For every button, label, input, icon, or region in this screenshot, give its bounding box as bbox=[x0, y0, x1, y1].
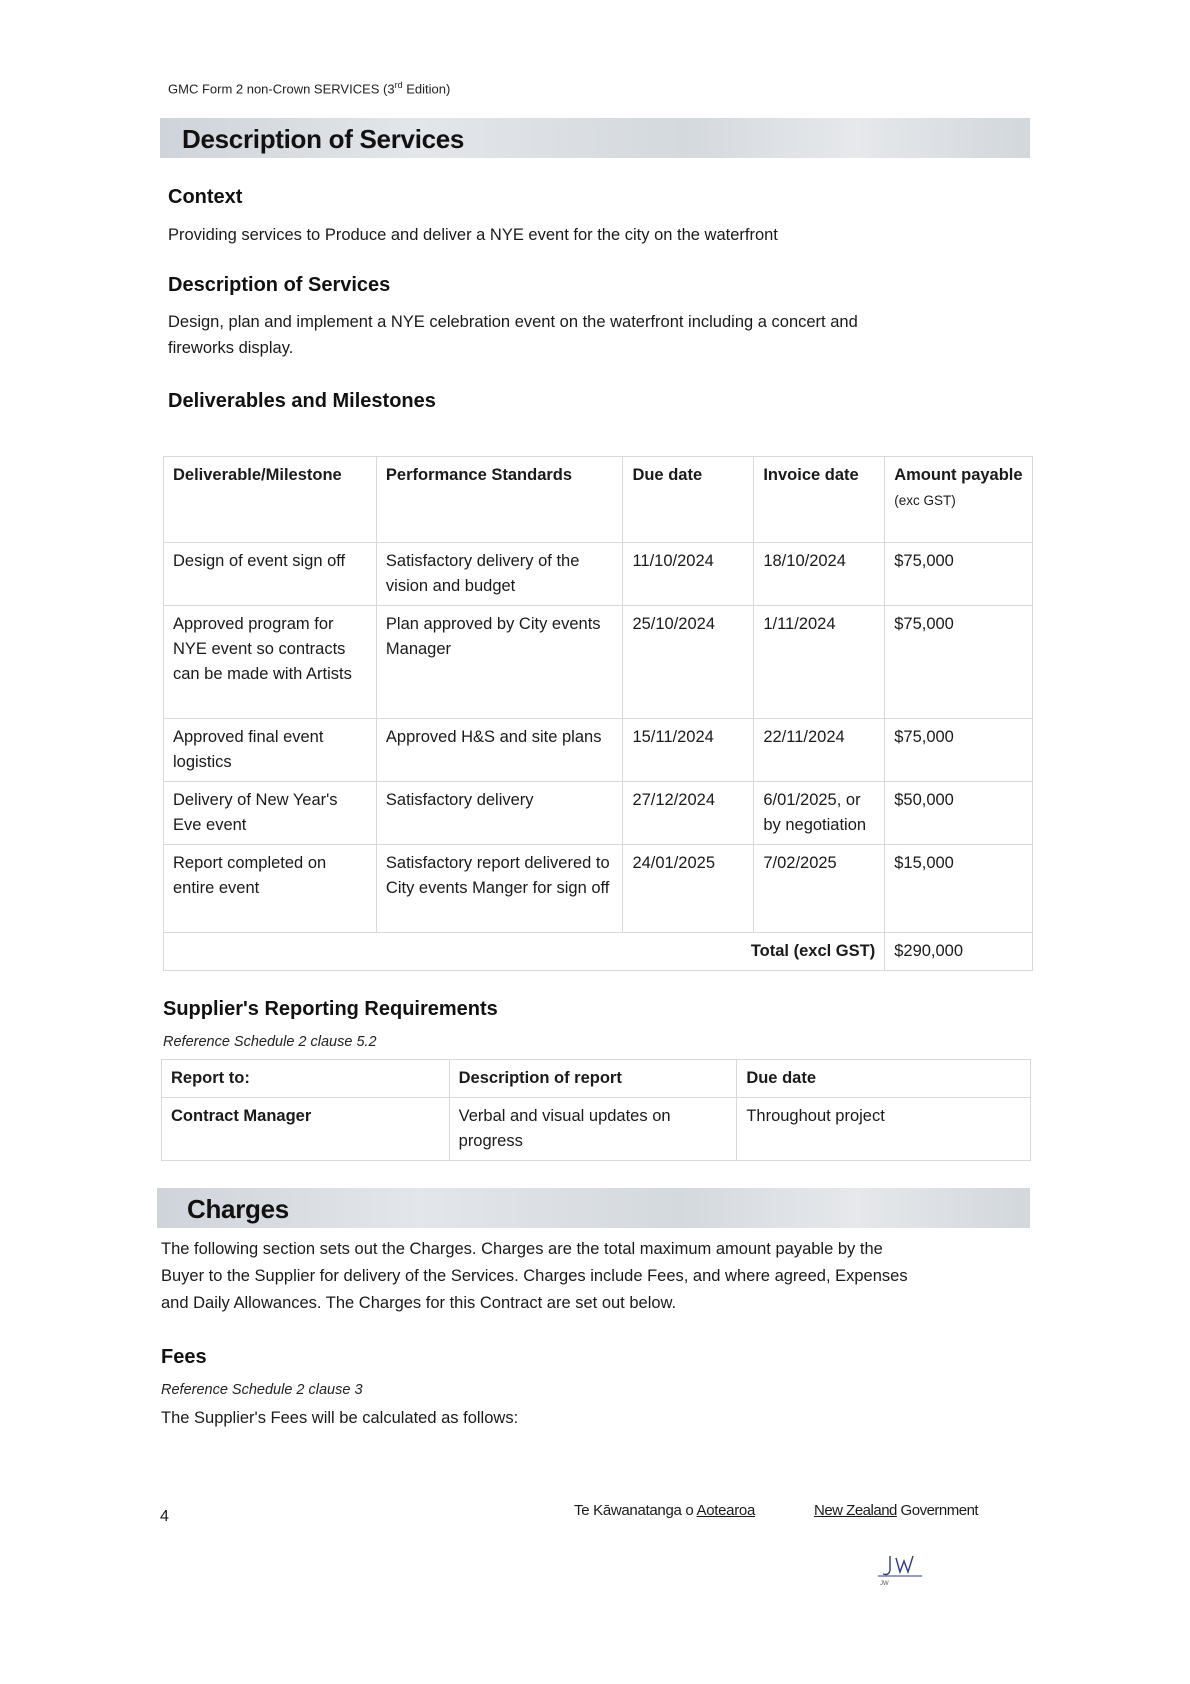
cell-due-date: 27/12/2024 bbox=[623, 782, 754, 845]
cell-deliverable: Report completed on entire event bbox=[164, 845, 377, 933]
cell-standards: Plan approved by City events Manager bbox=[376, 606, 623, 719]
cell-due-date: 25/10/2024 bbox=[623, 606, 754, 719]
signature-w-stroke bbox=[896, 1556, 913, 1572]
cell-amount: $75,000 bbox=[885, 719, 1033, 782]
cell-invoice-date: 18/10/2024 bbox=[754, 543, 885, 606]
cell-report-due: Throughout project bbox=[737, 1098, 1031, 1161]
header-report-description: Description of report bbox=[449, 1060, 737, 1098]
cell-amount: $15,000 bbox=[885, 845, 1033, 933]
signature-small-initials: JW bbox=[880, 1581, 889, 1587]
cell-invoice-date: 6/01/2025, or by negotiation bbox=[754, 782, 885, 845]
total-row bbox=[164, 933, 1033, 971]
description-heading: Description of Services bbox=[168, 274, 391, 296]
cell-invoice-date: 22/11/2024 bbox=[754, 719, 885, 782]
page-number: 4 bbox=[160, 1508, 169, 1525]
cell-invoice-date: 7/02/2025 bbox=[754, 845, 885, 933]
charges-intro-line-1: The following section sets out the Charges. Charges are the total maximum amount payable by the bbox=[161, 1240, 883, 1258]
deliverables-heading: Deliverables and Milestones bbox=[168, 390, 436, 412]
table-row bbox=[162, 1098, 1031, 1161]
table-row bbox=[164, 845, 1033, 933]
table-row bbox=[164, 543, 1033, 606]
footer-maori-name bbox=[574, 1502, 755, 1519]
cell-deliverable: Approved program for NYE event so contracts can be made with Artists bbox=[164, 606, 377, 719]
signature-initials bbox=[870, 1552, 930, 1588]
cell-report-to: Contract Manager bbox=[162, 1098, 450, 1161]
fees-text: The Supplier's Fees will be calculated as follows: bbox=[161, 1409, 519, 1427]
cell-due-date: 15/11/2024 bbox=[623, 719, 754, 782]
fees-reference: Reference Schedule 2 clause 3 bbox=[161, 1382, 363, 1398]
header-deliverable: Deliverable/Milestone bbox=[164, 457, 377, 543]
cell-standards: Satisfactory delivery of the vision and budget bbox=[376, 543, 623, 606]
header-standards: Performance Standards bbox=[376, 457, 623, 543]
header-due-date: Due date bbox=[623, 457, 754, 543]
signature-j-stroke bbox=[883, 1556, 890, 1575]
table-row bbox=[164, 606, 1033, 719]
footer-maori-underlined: Aotearoa bbox=[696, 1502, 755, 1519]
description-line-2: fireworks display. bbox=[168, 339, 294, 357]
reporting-reference: Reference Schedule 2 clause 5.2 bbox=[163, 1034, 377, 1050]
cell-due-date: 11/10/2024 bbox=[623, 543, 754, 606]
total-label: Total (excl GST) bbox=[164, 933, 885, 971]
fees-heading: Fees bbox=[161, 1346, 207, 1368]
header-amount-unit: (exc GST) bbox=[894, 493, 956, 508]
cell-invoice-date: 1/11/2024 bbox=[754, 606, 885, 719]
table-row bbox=[164, 782, 1033, 845]
reporting-table bbox=[161, 1059, 1031, 1161]
charges-banner bbox=[157, 1188, 1030, 1228]
cell-standards: Satisfactory report delivered to City events Manger for sign off bbox=[376, 845, 623, 933]
cell-amount: $75,000 bbox=[885, 543, 1033, 606]
form-header bbox=[168, 80, 450, 96]
footer-nz-suffix: Government bbox=[896, 1502, 979, 1519]
charges-banner-title: Charges bbox=[187, 1194, 289, 1224]
cell-amount: $75,000 bbox=[885, 606, 1033, 719]
form-title-sup: rd bbox=[394, 80, 403, 90]
cell-deliverable: Approved final event logistics bbox=[164, 719, 377, 782]
form-title-suffix: Edition) bbox=[402, 81, 451, 97]
header-invoice-date: Invoice date bbox=[754, 457, 885, 543]
header-amount bbox=[885, 457, 1033, 543]
services-banner bbox=[160, 118, 1030, 158]
footer-maori-prefix: Te Kāwanatanga o bbox=[574, 1502, 697, 1519]
header-amount-label: Amount payable bbox=[894, 466, 1023, 484]
footer-nz-government bbox=[814, 1502, 978, 1519]
charges-intro-line-2: Buyer to the Supplier for delivery of the Services. Charges include Fees, and where agreed, Expenses bbox=[161, 1267, 908, 1285]
milestones-table bbox=[163, 456, 1033, 971]
cell-deliverable: Design of event sign off bbox=[164, 543, 377, 606]
services-banner-title: Description of Services bbox=[182, 124, 465, 154]
charges-intro-line-3: and Daily Allowances. The Charges for this Contract are set out below. bbox=[161, 1294, 677, 1312]
reporting-header-row bbox=[162, 1060, 1031, 1098]
cell-standards: Satisfactory delivery bbox=[376, 782, 623, 845]
cell-standards: Approved H&S and site plans bbox=[376, 719, 623, 782]
cell-report-description: Verbal and visual updates on progress bbox=[449, 1098, 737, 1161]
context-text: Providing services to Produce and deliver a NYE event for the city on the waterfront bbox=[168, 226, 778, 244]
header-report-to: Report to: bbox=[162, 1060, 450, 1098]
form-title-prefix: GMC Form 2 non-Crown SERVICES (3 bbox=[168, 81, 395, 97]
total-value: $290,000 bbox=[885, 933, 1033, 971]
cell-due-date: 24/01/2025 bbox=[623, 845, 754, 933]
cell-deliverable: Delivery of New Year's Eve event bbox=[164, 782, 377, 845]
description-line-1: Design, plan and implement a NYE celebration event on the waterfront including a concert and bbox=[168, 313, 858, 331]
footer-nz-underlined: New Zealand bbox=[814, 1502, 897, 1519]
cell-amount: $50,000 bbox=[885, 782, 1033, 845]
table-row bbox=[164, 719, 1033, 782]
header-report-due: Due date bbox=[737, 1060, 1031, 1098]
context-heading: Context bbox=[168, 186, 243, 208]
milestones-header-row bbox=[164, 457, 1033, 543]
reporting-heading: Supplier's Reporting Requirements bbox=[163, 998, 498, 1020]
